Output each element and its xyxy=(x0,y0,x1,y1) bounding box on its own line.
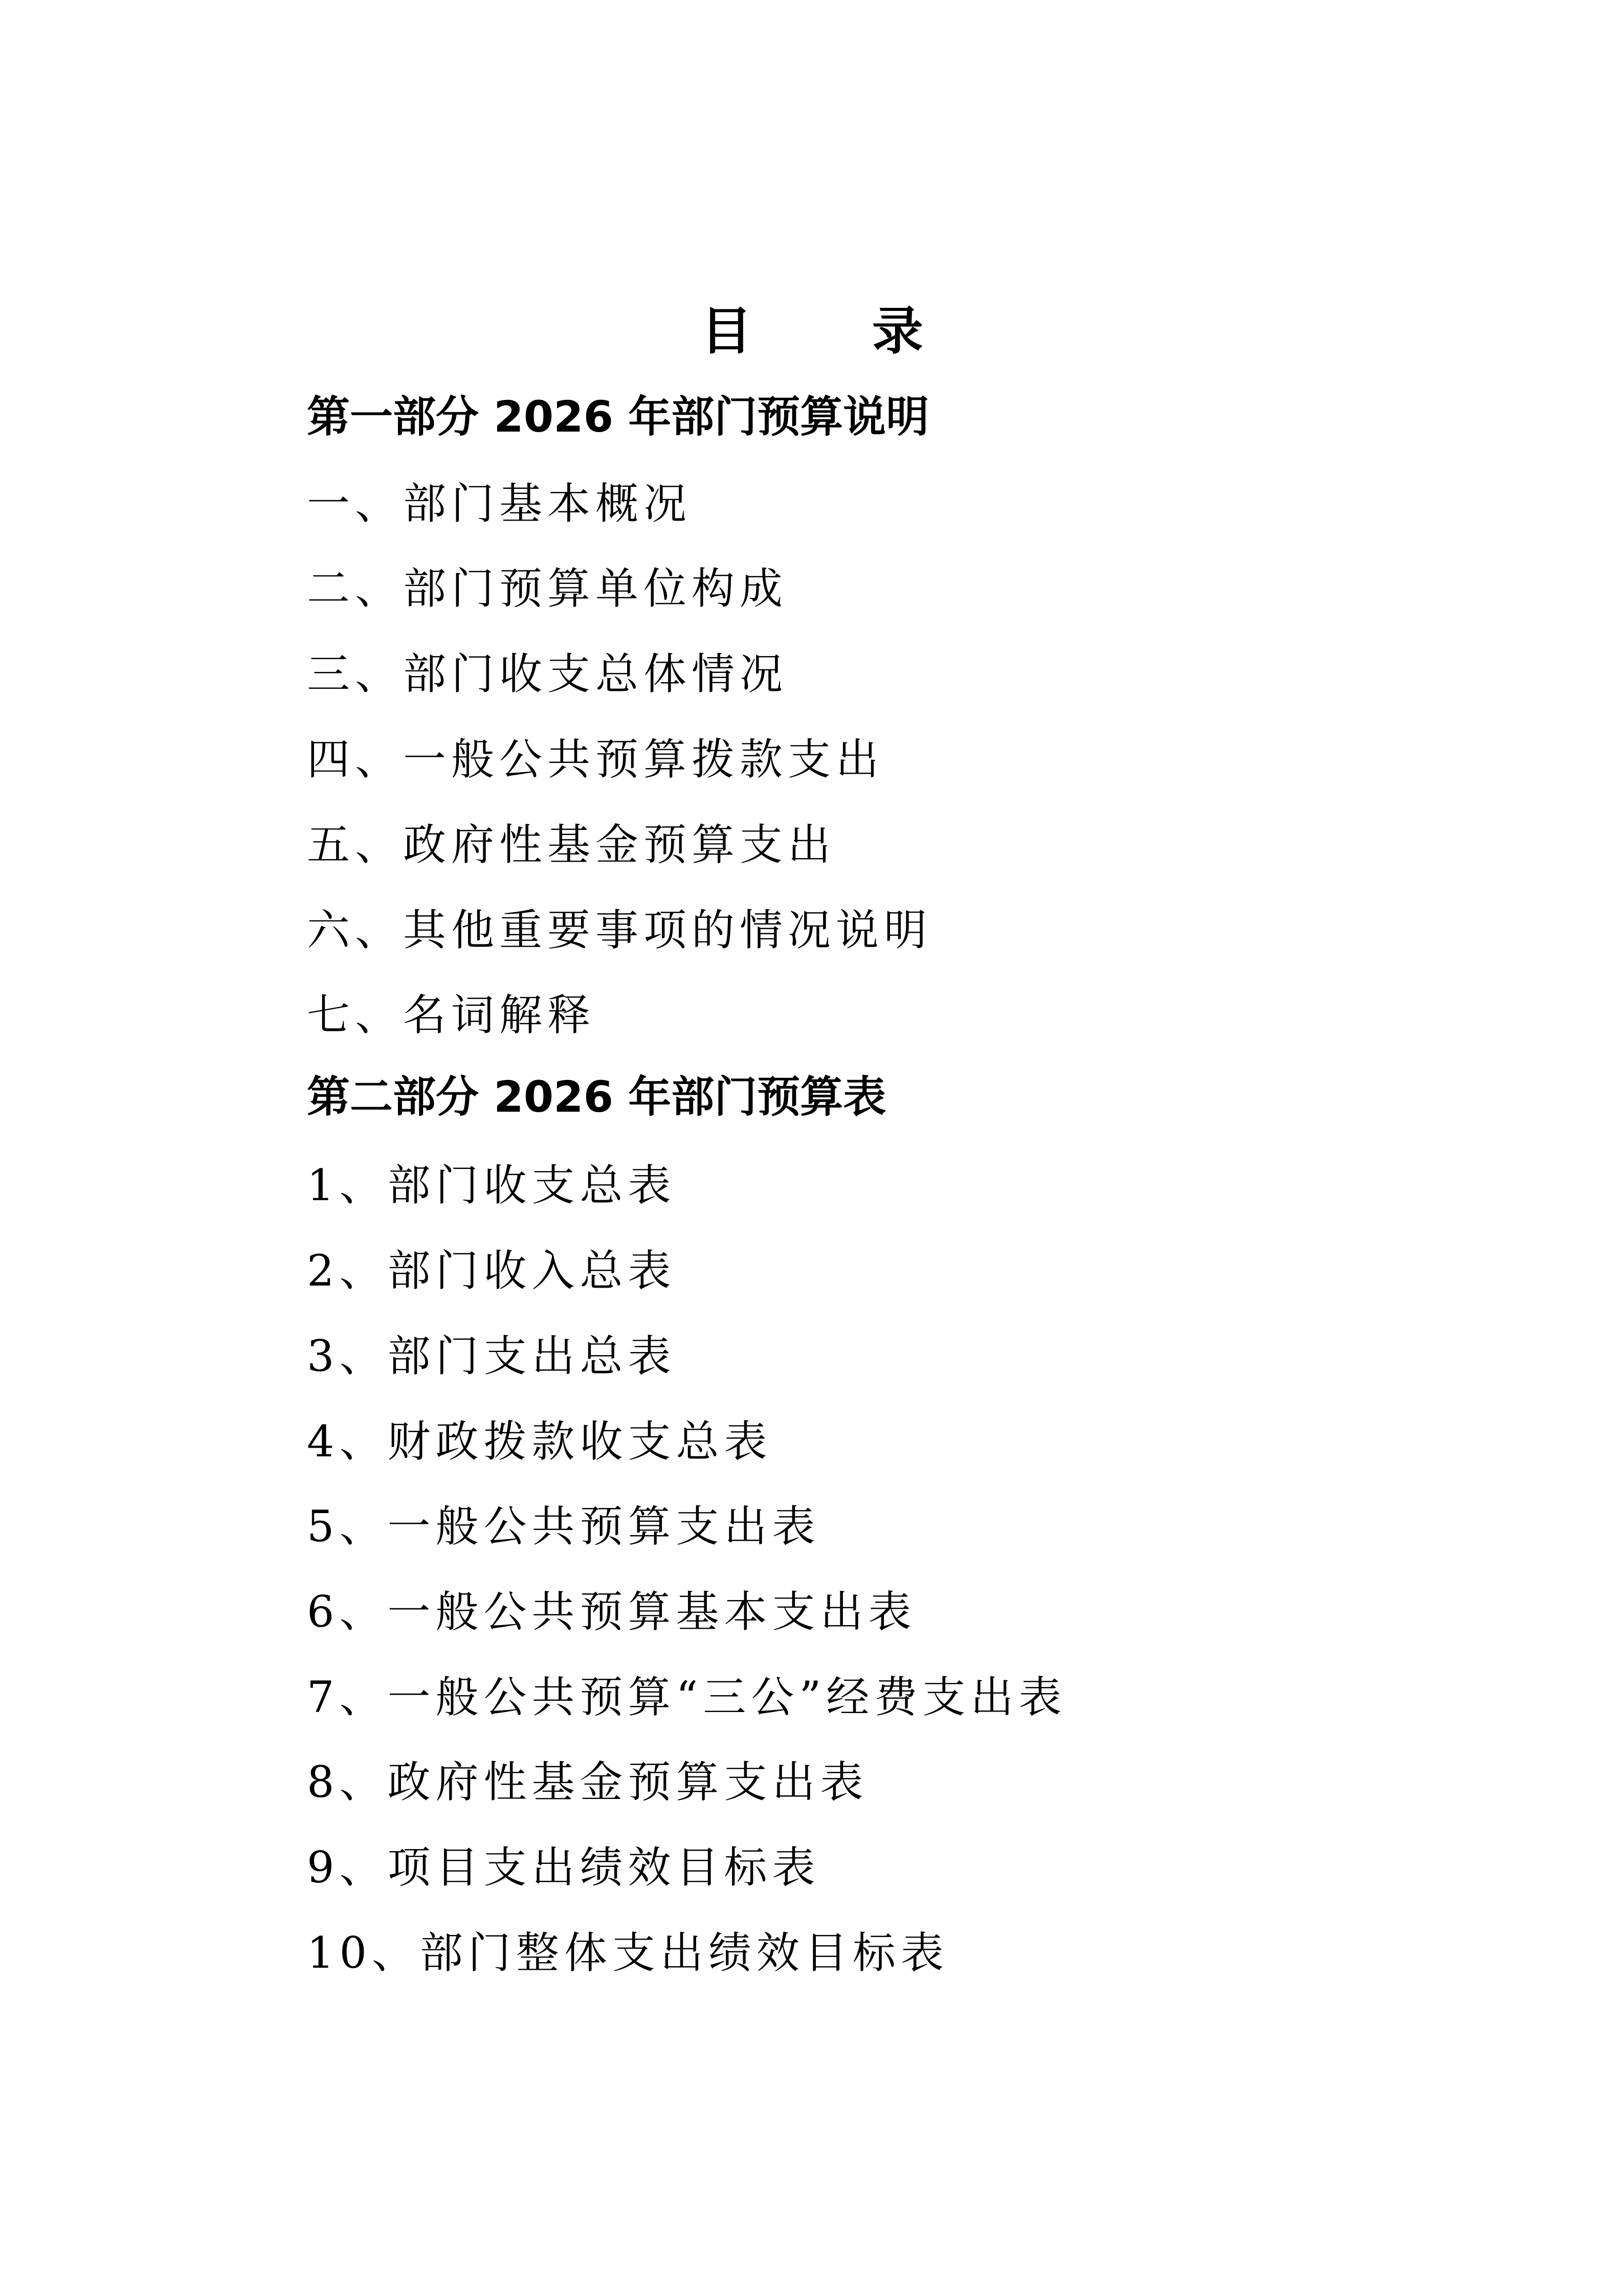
toc-item: 3、部门支出总表 xyxy=(307,1331,676,1381)
part1-heading: 第一部分 2026 年部门预算说明 xyxy=(307,392,929,442)
part2-heading: 第二部分 2026 年部门预算表 xyxy=(307,1072,886,1122)
toc-item: 9、项目支出绩效目标表 xyxy=(307,1842,820,1893)
toc-item: 一、部门基本概况 xyxy=(307,479,692,529)
toc-item: 四、一般公共预算拨款支出 xyxy=(307,734,884,784)
toc-item: 4、财政拨款收支总表 xyxy=(307,1416,772,1467)
toc-item: 七、名词解释 xyxy=(307,990,596,1040)
toc-item: 五、政府性基金预算支出 xyxy=(307,820,836,870)
toc-item: 2、部门收入总表 xyxy=(307,1246,676,1296)
toc-item: 7、一般公共预算“三公”经费支出表 xyxy=(307,1672,1067,1722)
toc-item: 8、政府性基金预算支出表 xyxy=(307,1757,869,1807)
toc-item: 10、部门整体支出绩效目标表 xyxy=(307,1928,949,1978)
toc-item: 三、部门收支总体情况 xyxy=(307,649,788,699)
toc-item: 5、一般公共预算支出表 xyxy=(307,1501,820,1551)
toc-item: 六、其他重要事项的情况说明 xyxy=(307,905,932,955)
toc-item: 1、部门收支总表 xyxy=(307,1160,676,1210)
toc-title: 目 录 xyxy=(701,301,974,361)
toc-item: 6、一般公共预算基本支出表 xyxy=(307,1587,917,1637)
toc-item: 二、部门预算单位构成 xyxy=(307,564,788,614)
